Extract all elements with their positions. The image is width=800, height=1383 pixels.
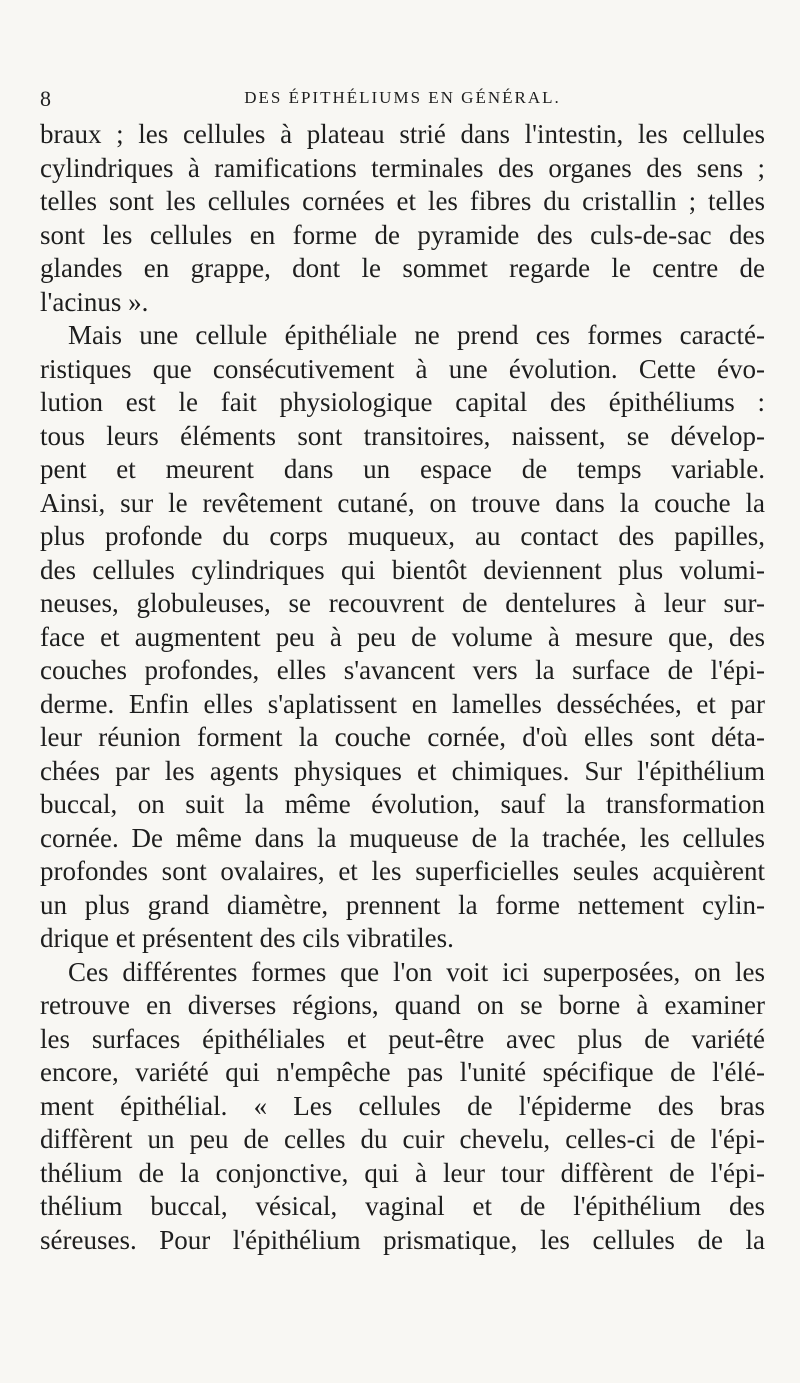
- text-line: lution est le fait physiologique capital des épithéliums :: [40, 387, 765, 417]
- text-line: l'acinus ».: [40, 286, 149, 317]
- body-text: [40, 118, 765, 1257]
- text-line: braux ; les cellules à plateau strié dans l'intestin, les cellules: [40, 119, 765, 149]
- text-line: derme. Enfin elles s'aplatissent en lamelles desséchées, et par: [40, 688, 765, 719]
- text-line: séreuses. Pour l'épithélium prismatique, les cellules de la: [40, 1224, 765, 1255]
- text-line: cornée. De même dans la muqueuse de la trachée, les cellules: [40, 822, 765, 853]
- text-line: ment épithélial. « Les cellules de l'épiderme des bras: [40, 1090, 765, 1121]
- text-line: Ainsi, sur le revêtement cutané, on trouve dans la couche la: [40, 487, 765, 518]
- text-line: leur réunion forment la couche cornée, d'où elles sont déta-: [40, 722, 765, 752]
- text-line: Ces différentes formes que l'on voit ici superposées, on les: [68, 956, 765, 987]
- text-line: profondes sont ovalaires, et les superficielles seules acquièrent: [40, 856, 765, 886]
- text-line: cylindriques à ramifications terminales des organes des sens ;: [40, 152, 765, 183]
- text-line: sont les cellules en forme de pyramide des culs-de-sac des: [40, 219, 765, 250]
- text-line: drique et présentent des cils vibratiles.: [40, 923, 454, 953]
- text-line: encore, variété qui n'empêche pas l'unité spécifique de l'élé-: [40, 1057, 765, 1087]
- text-line: couches profondes, elles s'avancent vers la surface de l'épi-: [40, 655, 765, 685]
- page-header: [40, 86, 765, 112]
- text-line: tous leurs éléments sont transitoires, naissent, se dévelop-: [40, 420, 765, 451]
- text-line: un plus grand diamètre, prennent la forme nettement cylin-: [40, 889, 765, 920]
- text-line: buccal, on suit la même évolution, sauf la transformation: [40, 789, 765, 819]
- text-line: retrouve en diverses régions, quand on se borne à examiner: [40, 990, 765, 1020]
- text-line: les surfaces épithéliales et peut-être avec plus de variété: [40, 1023, 765, 1054]
- text-line: thélium de la conjonctive, qui à leur tour diffèrent de l'épi-: [40, 1157, 765, 1188]
- text-line: ristiques que consécutivement à une évolution. Cette évo-: [40, 353, 765, 384]
- text-line: Mais une cellule épithéliale ne prend ces formes caracté-: [68, 320, 765, 350]
- page-number: 8: [40, 86, 51, 111]
- text-line: glandes en grappe, dont le sommet regarde le centre de: [40, 253, 765, 283]
- text-line: des cellules cylindriques qui bientôt deviennent plus volumi-: [40, 554, 765, 585]
- text-line: diffèrent un peu de celles du cuir chevelu, celles-ci de l'épi-: [40, 1124, 765, 1154]
- text-line: thélium buccal, vésical, vaginal et de l'épithélium des: [40, 1191, 765, 1221]
- text-line: telles sont les cellules cornées et les fibres du cristallin ; telles: [40, 186, 765, 216]
- text-line: face et augmentent peu à peu de volume à mesure que, des: [40, 621, 765, 652]
- running-title: DES ÉPITHÉLIUMS EN GÉNÉRAL.: [244, 88, 561, 107]
- text-line: neuses, globuleuses, se recouvrent de dentelures à leur sur-: [40, 588, 765, 618]
- text-line: chées par les agents physiques et chimiques. Sur l'épithélium: [40, 755, 765, 786]
- text-line: pent et meurent dans un espace de temps variable.: [40, 454, 765, 484]
- text-line: plus profonde du corps muqueux, au contact des papilles,: [40, 521, 765, 551]
